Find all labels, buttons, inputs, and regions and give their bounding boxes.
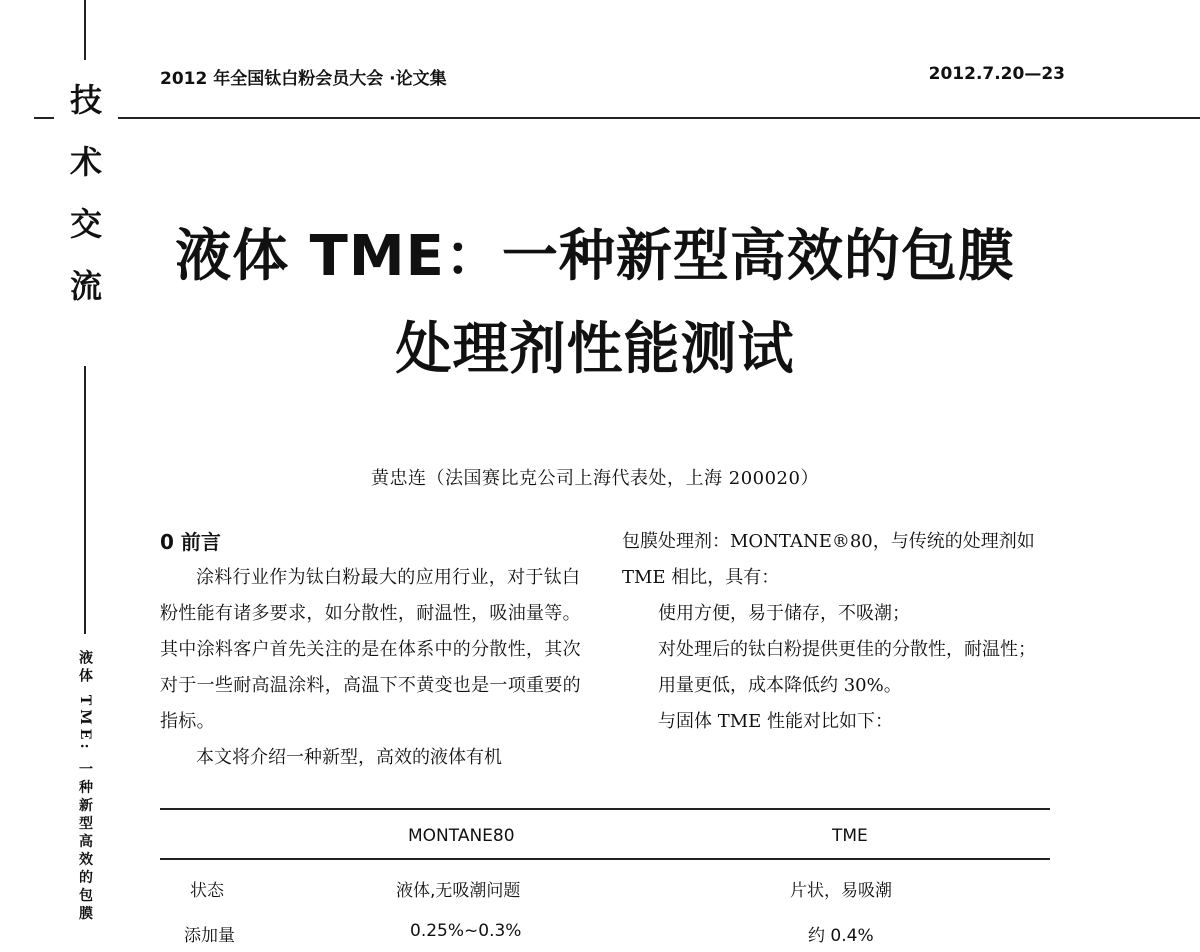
sidebar-dash bbox=[34, 117, 54, 119]
table-row-2-label: 添加量 bbox=[184, 926, 235, 946]
running-header-date: 2012.7.20—23 bbox=[928, 64, 1065, 84]
feature-item-1: 使用方便，易于储存，不吸潮； bbox=[658, 603, 910, 624]
table-row-1-tme: 片状，易吸潮 bbox=[790, 881, 892, 901]
sidebar-line-middle bbox=[84, 366, 86, 634]
feature-item-4: 与固体 TME 性能对比如下： bbox=[658, 711, 894, 732]
sidebar-char-3: 交 bbox=[69, 205, 102, 243]
table-row-1-montane: 液体,无吸潮问题 bbox=[396, 881, 521, 901]
paper-title-line1: 液体 TME：一种新型高效的包膜 bbox=[175, 224, 1015, 289]
table-header-montane: MONTANE80 bbox=[408, 826, 515, 846]
feature-item-2: 对处理后的钛白粉提供更佳的分散性，耐温性； bbox=[658, 639, 1036, 660]
left-column bbox=[160, 524, 590, 776]
sidebar-char-2: 术 bbox=[69, 143, 102, 181]
sidebar-vertical-title: 液体 TME: 一种新型高效的包膜 bbox=[77, 650, 93, 924]
table-row-2-montane: 0.25%~0.3% bbox=[410, 921, 522, 941]
table-header-tme: TME bbox=[832, 826, 868, 846]
table-row-2-tme: 约 0.4% bbox=[808, 926, 874, 946]
right-intro: 包膜处理剂：MONTANE®80，与传统的处理剂如 TME 相比，具有： bbox=[622, 531, 1035, 588]
sidebar-char-4: 流 bbox=[69, 267, 102, 305]
sidebar-line-top bbox=[84, 0, 86, 60]
sidebar-char-1: 技 bbox=[69, 81, 102, 119]
section-heading: 0 前言 bbox=[160, 530, 221, 554]
author-affiliation: 黄忠连（法国赛比克公司上海代表处，上海 200020） bbox=[371, 468, 819, 489]
feature-item-3: 用量更低，成本降低约 30%。 bbox=[658, 675, 902, 696]
paper-title-line2: 处理剂性能测试 bbox=[395, 317, 795, 382]
right-column bbox=[622, 524, 1042, 740]
table-row-1-label: 状态 bbox=[190, 881, 224, 901]
running-header-left: 2012 年全国钛白粉会员大会 ·论文集 bbox=[160, 69, 447, 89]
paragraph-2: 本文将介绍一种新型，高效的液体有机 bbox=[196, 747, 502, 768]
header-rule bbox=[118, 117, 1200, 119]
table-top-rule bbox=[160, 808, 1050, 810]
table-header-rule bbox=[160, 858, 1050, 860]
paragraph-1: 涂料行业作为钛白粉最大的应用行业，对于钛白粉性能有诸多要求，如分散性，耐温性，吸油量等。其中涂料客户首先关注的是在体系中的分散性，其次对于一些耐高温涂料，高温下不黄变也是一项重要的指标。 bbox=[160, 567, 581, 732]
